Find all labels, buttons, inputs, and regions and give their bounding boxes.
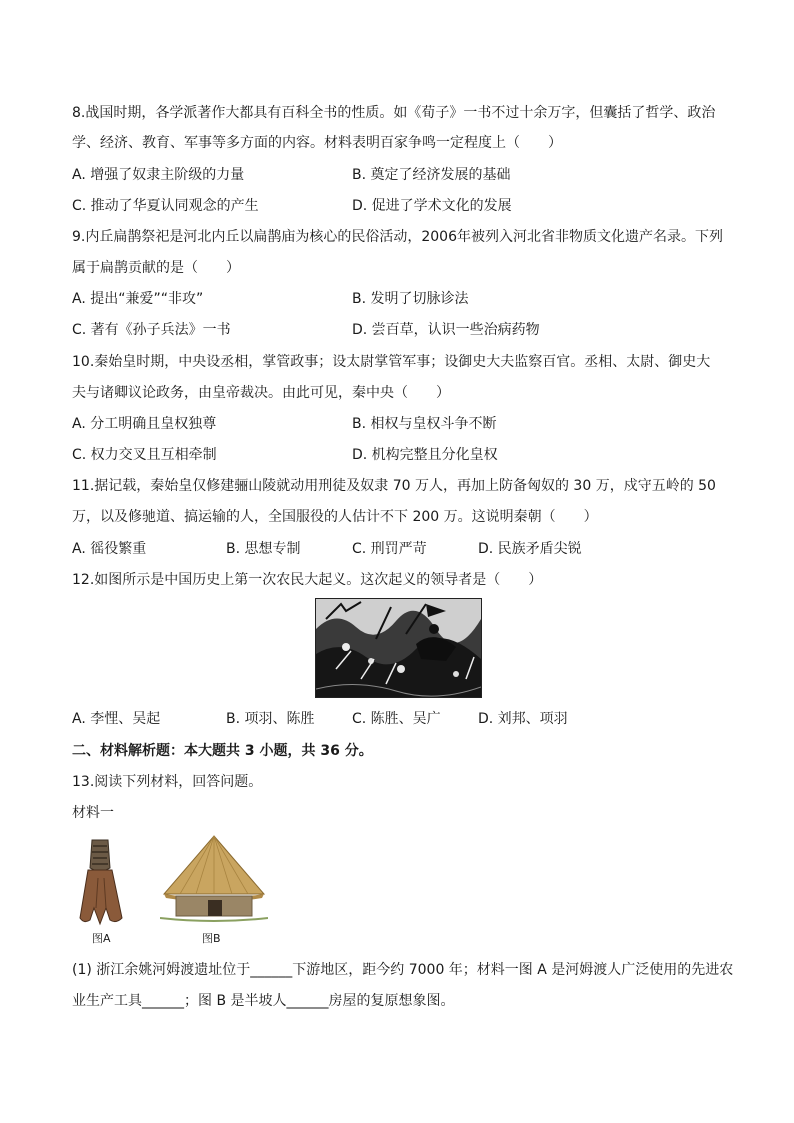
q9-option-a: A. 提出“兼爱”“非攻” [72,291,204,307]
q13-stem: 13.阅读下列材料，回答问题。 [72,774,263,790]
q12-stem: 12.如图所示是中国历史上第一次农民大起义。这次起义的领导者是（ ） [72,572,543,588]
q11-stem-line1: 11.据记载，秦始皇仅修建骊山陵就动用刑徒及奴隶 70 万人，再加上防备匈奴的 30 万，戍守五岭的 50 [72,478,716,494]
q13-sub1-line2: 业生产工具______；图 B 是半坡人______房屋的复原想象图。 [72,993,455,1009]
q8-option-d: D. 促进了学术文化的发展 [352,198,512,214]
q9-option-b: B. 发明了切脉诊法 [352,291,469,307]
q10-stem-line1: 10.秦始皇时期，中央设丞相，掌管政事；设太尉掌管军事；设御史大夫监察百官。丞相、太尉、御史大 [72,354,711,370]
q8-stem-line1: 8.战国时期，各学派著作大都具有百科全书的性质。如《荀子》一书不过十余万字，但囊括了哲学、政治 [72,105,716,121]
q8-option-b: B. 奠定了经济发展的基础 [352,167,511,183]
q11-option-a: A. 徭役繁重 [72,541,147,557]
q13-sub1-line1: (1) 浙江余姚河姆渡遗址位于______下游地区，距今约 7000 年；材料一图 A 是河姆渡人广泛使用的先进农 [72,962,734,978]
q10-option-d: D. 机构完整且分化皇权 [352,447,498,463]
q9-stem-line1: 9.内丘扁鹊祭祀是河北内丘以扁鹊庙为核心的民俗活动，2006年被列入河北省非物质文化遗产名录。下列 [72,229,723,245]
q10-stem-line2: 夫与诸卿议论政务，由皇帝裁决。由此可见，秦中央（ ） [72,385,450,401]
q12-option-d: D. 刘邦、项羽 [478,711,568,727]
caption-figure-b: 图B [202,932,221,945]
q9-option-d: D. 尝百草，认识一些治病药物 [352,322,540,338]
q13-material-label: 材料一 [72,805,114,821]
q8-option-a: A. 增强了奴隶主阶级的力量 [72,167,245,183]
section-2-title: 二、材料解析题：本大题共 3 小题，共 36 分。 [72,743,373,759]
q8-stem-line2: 学、经济、教育、军事等多方面的内容。材料表明百家争鸣一定程度上（ ） [72,135,562,151]
q11-option-d: D. 民族矛盾尖锐 [478,541,582,557]
q9-option-c: C. 著有《孙子兵法》一书 [72,322,231,338]
q12-option-b: B. 项羽、陈胜 [226,711,315,727]
caption-figure-a: 图A [92,932,111,945]
q11-option-b: B. 思想专制 [226,541,301,557]
q10-option-b: B. 相权与皇权斗争不断 [352,416,497,432]
q12-option-a: A. 李悝、吴起 [72,711,161,727]
q10-option-a: A. 分工明确且皇权独尊 [72,416,217,432]
uprising-illustration [315,598,482,698]
q11-option-c: C. 刑罚严苛 [352,541,427,557]
q12-option-c: C. 陈胜、吴广 [352,711,441,727]
q9-stem-line2: 属于扁鹊贡献的是（ ） [72,260,240,276]
bone-spade-image [76,838,126,928]
q10-option-c: C. 权力交叉且互相牵制 [72,447,217,463]
banpo-house-image [160,832,268,930]
q11-stem-line2: 万，以及修驰道、搞运输的人，全国服役的人估计不下 200 万。这说明秦朝（ ） [72,509,598,525]
q8-option-c: C. 推动了华夏认同观念的产生 [72,198,259,214]
